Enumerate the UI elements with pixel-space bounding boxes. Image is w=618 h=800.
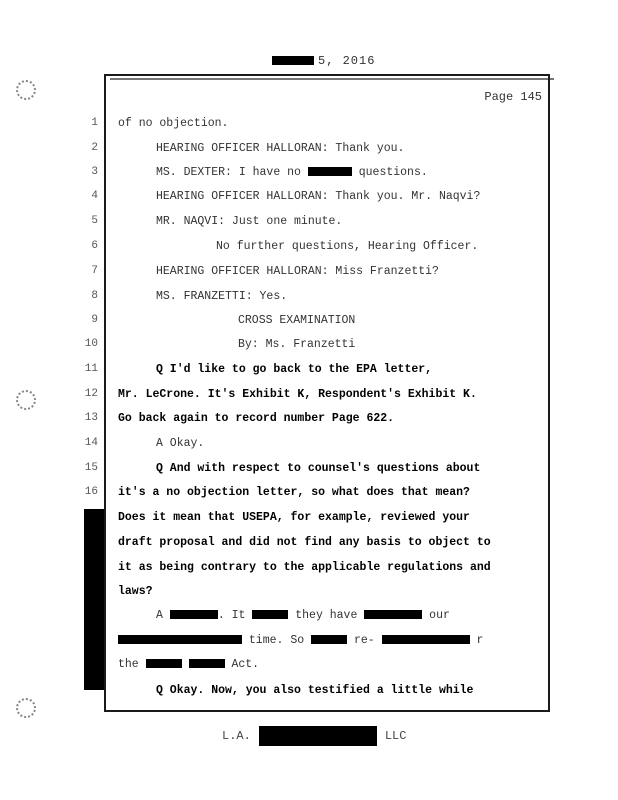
transcript-line xyxy=(118,166,576,179)
line-number: 7 xyxy=(91,265,98,277)
transcript-line: HEARING OFFICER HALLORAN: Miss Franzetti? xyxy=(156,265,439,278)
transcript-text: time. So xyxy=(248,634,305,647)
redaction-block xyxy=(382,635,470,644)
footer xyxy=(222,726,406,746)
header-date xyxy=(272,54,375,68)
examiner-line: By: Ms. Franzetti xyxy=(238,338,356,351)
transcript-line: Does it mean that USEPA, for example, reviewed your xyxy=(118,511,470,524)
transcript-line: of no objection. xyxy=(118,117,229,130)
transcript-line: it's a no objection letter, so what does that mean? xyxy=(118,486,470,499)
line-number: 9 xyxy=(91,314,98,326)
transcript-line: Q Okay. Now, you also testified a little while xyxy=(156,684,474,697)
footer-right: LLC xyxy=(384,729,407,744)
transcript-line: draft proposal and did not find any basis to object to xyxy=(118,536,491,549)
transcript-line: MS. FRANZETTI: Yes. xyxy=(156,290,288,303)
redaction-block xyxy=(146,659,182,668)
line-number: 8 xyxy=(91,290,98,302)
transcript-line: HEARING OFFICER HALLORAN: Thank you. xyxy=(156,142,405,155)
line-number: 4 xyxy=(91,190,98,202)
line-number: 15 xyxy=(84,462,98,474)
line-number: 13 xyxy=(84,412,98,424)
line-number: 2 xyxy=(91,142,98,154)
transcript-line xyxy=(118,658,538,671)
transcript-line: it as being contrary to the applicable regulations and xyxy=(118,561,491,574)
page-number-label: Page 145 xyxy=(484,90,542,104)
line-number: 1 xyxy=(91,117,98,129)
footer-left: L.A. xyxy=(222,729,251,744)
redaction-block xyxy=(259,726,377,746)
redaction-block xyxy=(189,659,225,668)
transcript-line xyxy=(118,609,576,622)
transcript-text: MS. DEXTER: I have no xyxy=(156,166,301,179)
transcript-text: our xyxy=(429,609,450,622)
hole-punch-icon xyxy=(16,390,36,410)
transcript-line: Q And with respect to counsel's questions about xyxy=(156,462,481,475)
transcript-line xyxy=(118,634,538,647)
hole-punch-icon xyxy=(16,80,36,100)
transcript-line: No further questions, Hearing Officer. xyxy=(216,240,479,253)
transcript-text: . It xyxy=(217,609,246,622)
line-number: 5 xyxy=(91,215,98,227)
transcript-text: the xyxy=(118,658,139,671)
transcript-text: A xyxy=(156,609,163,622)
redaction-block xyxy=(272,56,314,65)
line-number: 3 xyxy=(91,166,98,178)
transcript-text: r xyxy=(476,634,484,647)
line-number: 12 xyxy=(84,388,98,400)
redaction-block xyxy=(308,167,352,176)
transcript-line: HEARING OFFICER HALLORAN: Thank you. Mr. Naqvi? xyxy=(156,190,481,203)
header-date-text: 5, 2016 xyxy=(318,54,376,68)
side-redaction-bar xyxy=(84,509,104,690)
transcript-line: Go back again to record number Page 622. xyxy=(118,412,395,425)
line-number: 10 xyxy=(84,338,98,350)
hole-punch-icon xyxy=(16,698,36,718)
line-number: 16 xyxy=(84,486,98,498)
transcript-line: Q I'd like to go back to the EPA letter, xyxy=(156,363,433,376)
redaction-block xyxy=(252,610,288,619)
redaction-block xyxy=(364,610,422,619)
redaction-block xyxy=(311,635,347,644)
redaction-block xyxy=(170,610,218,619)
transcript-text: they have xyxy=(295,609,358,622)
redaction-block xyxy=(118,635,242,644)
transcript-text: Act. xyxy=(231,658,260,671)
transcript-line: laws? xyxy=(118,585,153,598)
transcript-line: A Okay. xyxy=(156,437,205,450)
section-heading: CROSS EXAMINATION xyxy=(238,314,356,327)
transcript-text: re- xyxy=(353,634,375,647)
line-number: 14 xyxy=(84,437,98,449)
transcript-line: MR. NAQVI: Just one minute. xyxy=(156,215,343,228)
transcript-line: Mr. LeCrone. It's Exhibit K, Respondent's Exhibit K. xyxy=(118,388,477,401)
transcript-text: questions. xyxy=(358,166,428,179)
line-number: 11 xyxy=(84,363,98,375)
line-number: 6 xyxy=(91,240,98,252)
